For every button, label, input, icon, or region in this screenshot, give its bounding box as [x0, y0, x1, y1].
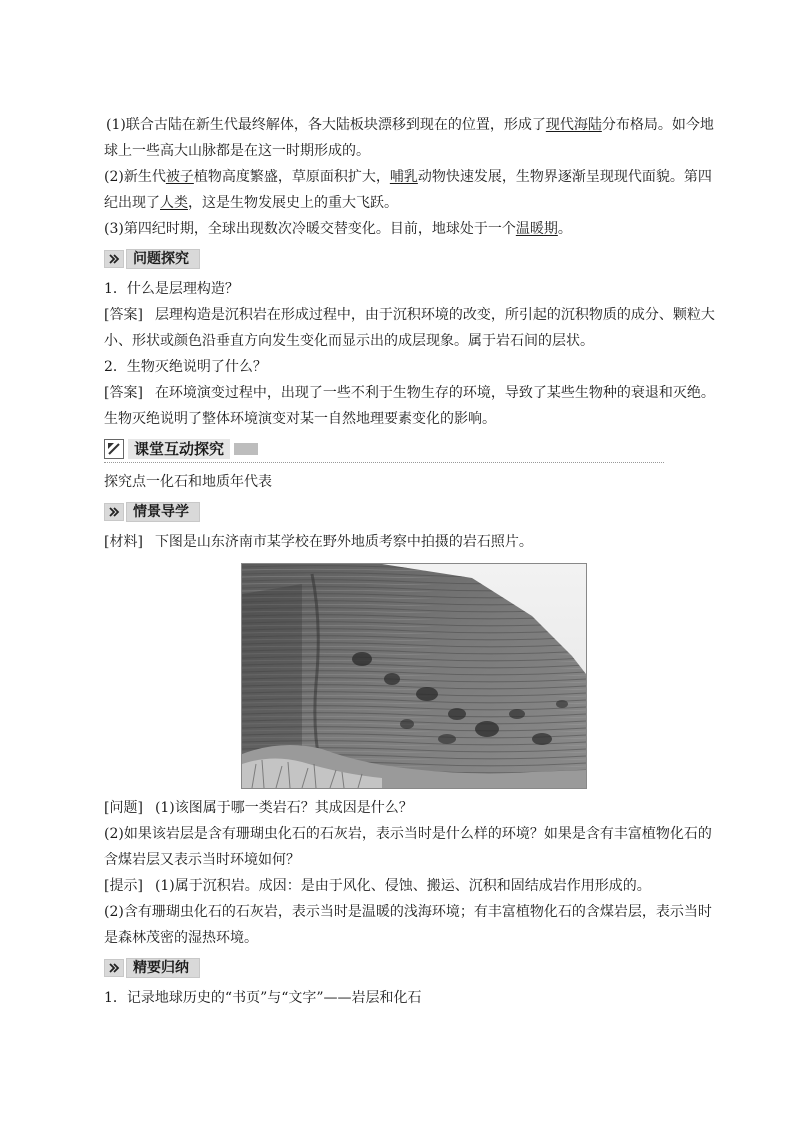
question-block [104, 795, 724, 821]
section-heading-qingjing [104, 501, 724, 523]
section-title: 课堂互动探究 [128, 439, 230, 459]
photo-container [104, 563, 724, 789]
question-text-2: (2)如果该岩层是含有珊瑚虫化石的石灰岩，表示当时是什么样的环境？如果是含有丰富植物化石的含煤岩层又表示当时环境如何？ [104, 826, 712, 868]
arrow-icon [104, 250, 124, 268]
text: (2)新生代 [104, 169, 166, 185]
decorative-bar [234, 443, 258, 455]
section-title: 情景导学 [126, 502, 200, 522]
topic-title: 探究点一化石和地质年代表 [104, 474, 272, 490]
underlined-term: 被子 [165, 169, 194, 185]
hint-text: (1)属于沉积岩。成因：是由于风化、侵蚀、搬运、沉积和固结成岩作用形成的。 [154, 878, 651, 894]
text: (1)联合古陆在新生代最终解体，各大陆板块漂移到现在的位置，形成了 [106, 117, 546, 133]
underlined-term: 哺乳 [389, 169, 418, 185]
text: ，这是生物发展史上的重大飞跃。 [188, 195, 398, 211]
text: 。 [557, 221, 572, 237]
paragraph-3 [104, 216, 724, 242]
text: (3)第四纪时期，全球出现数次冷暖交替变化。目前，地球处于一个 [104, 221, 516, 237]
underlined-term: 温暖期 [515, 221, 558, 237]
answer-tag: [答案] [104, 385, 143, 401]
document-content [104, 112, 724, 1011]
answer-text: 在环境演变过程中，出现了一些不利于生物生存的环境，导致了某些生物种的衰退和灭绝。生物灭绝说明了整体环境演变对某一自然地理要素变化的影响。 [104, 385, 715, 427]
answer-tag: [答案] [104, 307, 143, 323]
answer-2 [104, 380, 724, 432]
paragraph-2 [104, 164, 724, 216]
section-heading-wenti [104, 248, 724, 270]
paragraph-1 [104, 112, 724, 164]
hint-text-2: (2)含有珊瑚虫化石的石灰岩，表示当时是温暖的浅海环境；有丰富植物化石的含煤岩层，表示当时是森林茂密的湿热环境。 [104, 904, 712, 946]
section-title: 精要归纳 [126, 958, 200, 978]
question-1: 1．什么是层理构造？ [104, 281, 239, 297]
material-text: 下图是山东济南市某学校在野外地质考察中拍摄的岩石照片。 [154, 534, 533, 550]
answer-1 [104, 302, 724, 354]
section-title: 问题探究 [126, 249, 200, 269]
rock-cliff-photo [241, 563, 587, 789]
underlined-term: 现代海陆 [545, 117, 602, 133]
answer-text: 层理构造是沉积岩在形成过程中，由于沉积环境的改变，所引起的沉积物质的成分、颗粒大小、形状或颜色沿垂直方向发生变化而显示出的成层现象。属于岩石间的层状。 [104, 307, 715, 349]
hint-tag: [提示] [104, 878, 143, 894]
text: 分布格局。如今地球上一些高大山脉都是在这一时期形成的。 [104, 117, 714, 159]
question-text: (1)该图属于哪一类岩石？其成因是什么？ [154, 800, 413, 816]
question-2: 2．生物灭绝说明了什么？ [104, 359, 267, 375]
material-tag: [材料] [104, 534, 143, 550]
arrow-icon [104, 503, 124, 521]
section-heading-ketang [104, 436, 664, 463]
text: 动物快速发展，生物界逐渐呈现现代面貌。第四纪出现了 [104, 169, 712, 211]
arrow-icon [104, 959, 124, 977]
text: 植物高度繁盛，草原面积扩大， [193, 169, 390, 185]
hint-block [104, 873, 724, 899]
section-heading-jingyao [104, 957, 724, 979]
summary-item-1: 1．记录地球历史的“书页”与“文字”——岩层和化石 [104, 990, 422, 1006]
material [104, 529, 724, 555]
underlined-term: 人类 [160, 195, 188, 211]
section-icon [104, 439, 124, 459]
question-tag: [问题] [104, 800, 143, 816]
